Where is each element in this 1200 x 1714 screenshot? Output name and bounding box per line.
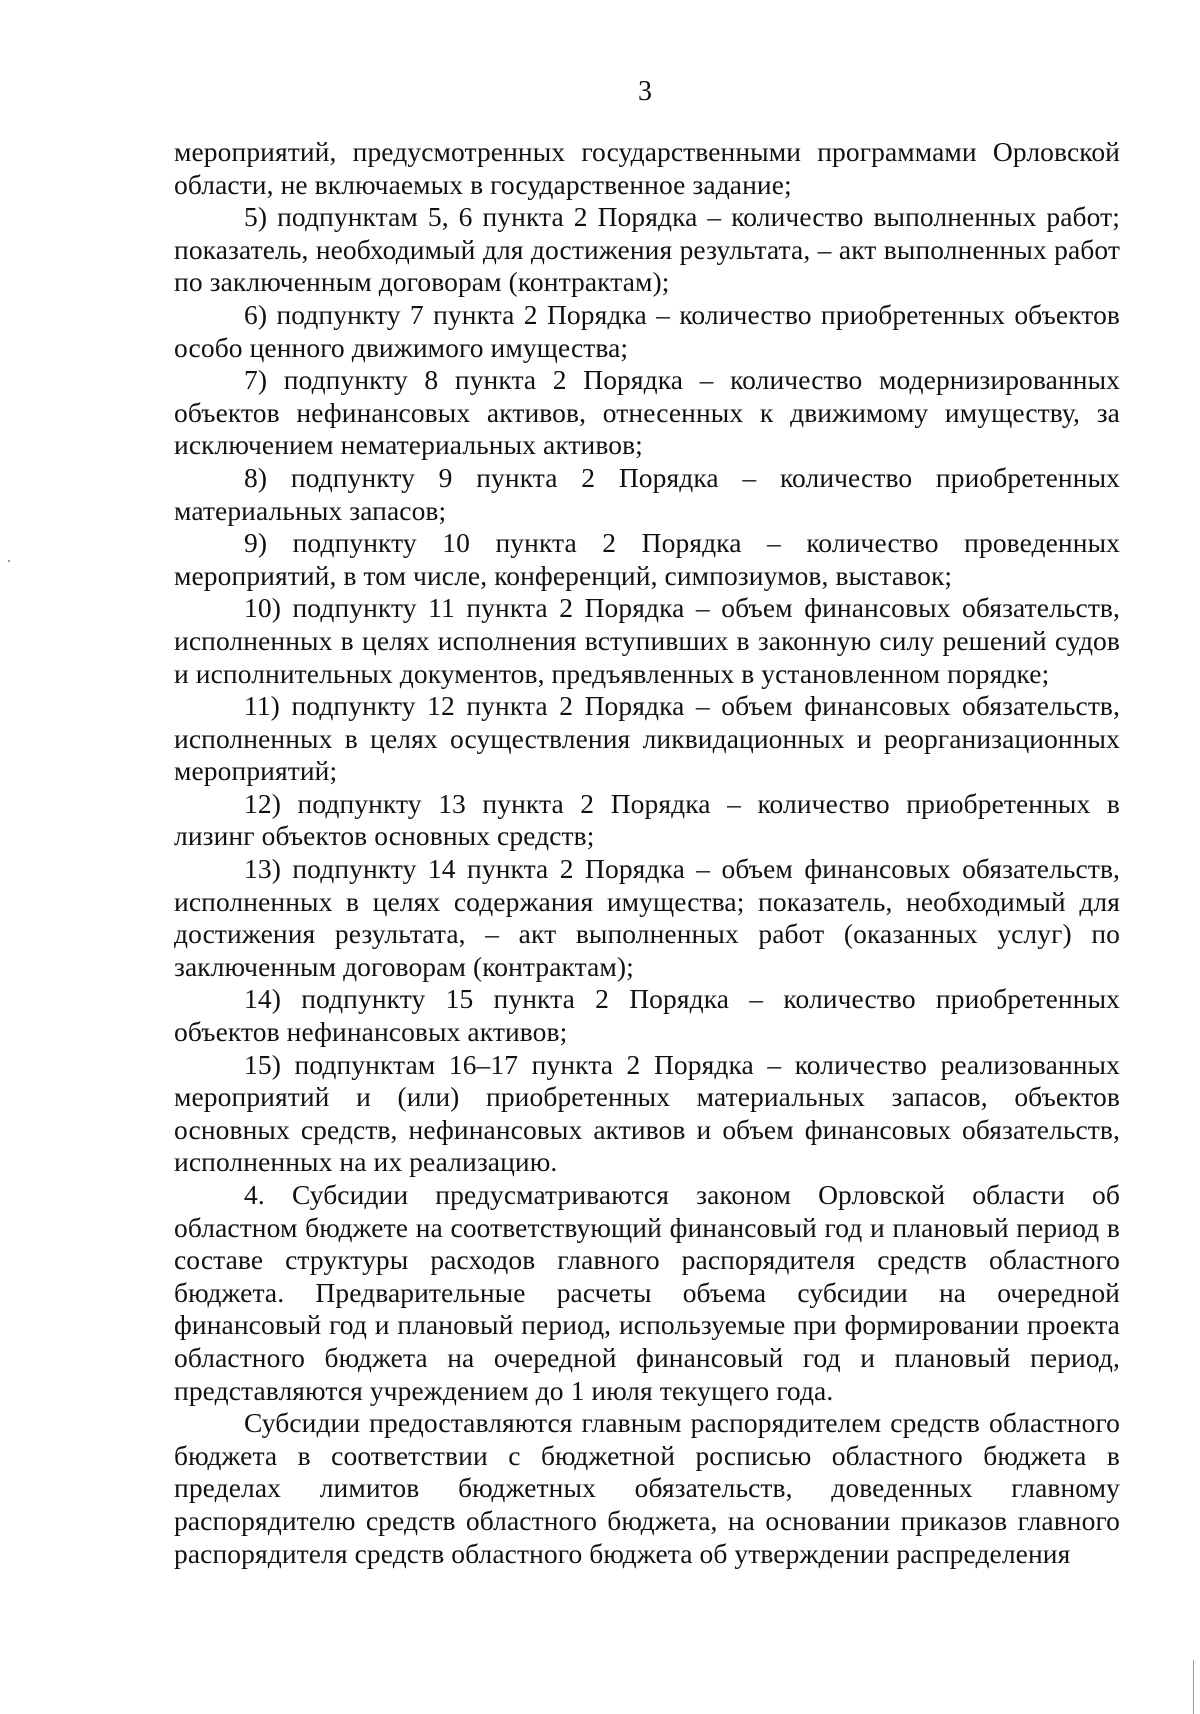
paragraph-item-14: 14) подпункту 15 пункта 2 Порядка – количество приобретенных объектов нефинансовых активов; xyxy=(174,983,1120,1048)
scan-edge-line xyxy=(1193,1660,1194,1714)
document-body xyxy=(174,136,1120,1570)
paragraph-item-12: 12) подпункту 13 пункта 2 Порядка – количество приобретенных в лизинг объектов основных средств; xyxy=(174,787,1120,852)
page-number: 3 xyxy=(638,76,652,107)
paragraph-subsidies: Субсидии предоставляются главным распорядителем средств областного бюджета в соответствии с бюджетной росписью областного бюджета в пределах лимитов бюджетных обязательств, доведенных главному распорядителю средств областного бюджета, на основании приказов главного распорядителя средств областного бюджета об утверждении распределения xyxy=(174,1407,1120,1569)
paragraph-item-7: 7) подпункту 8 пункта 2 Порядка – количество модернизированных объектов нефинансовых активов, отнесенных к движимому имуществу, за исключением нематериальных активов; xyxy=(174,364,1120,461)
paragraph-item-6: 6) подпункту 7 пункта 2 Порядка – количество приобретенных объектов особо ценного движимого имущества; xyxy=(174,298,1120,363)
paragraph-section-4: 4. Субсидии предусматриваются законом Орловской области об областном бюджете на соответствующий финансовый год и плановый период в составе структуры расходов главного распорядителя средств областного бюджета. Предварительные расчеты объема субсидии на очередной финансовый год и плановый период, используемые при формировании проекта областного бюджета на очередной финансовый год и плановый период, представляются учреждением до 1 июля текущего года. xyxy=(174,1179,1120,1406)
scan-edge-mark xyxy=(8,560,10,562)
paragraph-item-9: 9) подпункту 10 пункта 2 Порядка – количество проведенных мероприятий, в том числе, конференций, симпозиумов, выставок; xyxy=(174,527,1120,591)
paragraph-item-8: 8) подпункту 9 пункта 2 Порядка – количество приобретенных материальных запасов; xyxy=(174,461,1120,526)
paragraph-item-5: 5) подпунктам 5, 6 пункта 2 Порядка – количество выполненных работ; показатель, необходимый для достижения результата, – акт выполненных работ по заключенным договорам (контрактам); xyxy=(174,201,1120,298)
paragraph-item-11: 11) подпункту 12 пункта 2 Порядка – объем финансовых обязательств, исполненных в целях осуществления ликвидационных и реорганизационных мероприятий; xyxy=(174,690,1120,787)
paragraph-item-10: 10) подпункту 11 пункта 2 Порядка – объем финансовых обязательств, исполненных в целях исполнения вступивших в законную силу решений судов и исполнительных документов, предъявленных в установленном порядке; xyxy=(174,592,1120,689)
paragraph-continuation: мероприятий, предусмотренных государственными программами Орловской области, не включаемых в государственное задание; xyxy=(174,136,1120,200)
paragraph-item-15: 15) подпунктам 16–17 пункта 2 Порядка – количество реализованных мероприятий и (или) приобретенных материальных запасов, объектов основных средств, нефинансовых активов и объем финансовых обязательств, исполненных на их реализацию. xyxy=(174,1048,1120,1178)
paragraph-item-13: 13) подпункту 14 пункта 2 Порядка – объем финансовых обязательств, исполненных в целях содержания имущества; показатель, необходимый для достижения результата, – акт выполненных работ (оказанных услуг) по заключенным договорам (контрактам); xyxy=(174,853,1120,982)
